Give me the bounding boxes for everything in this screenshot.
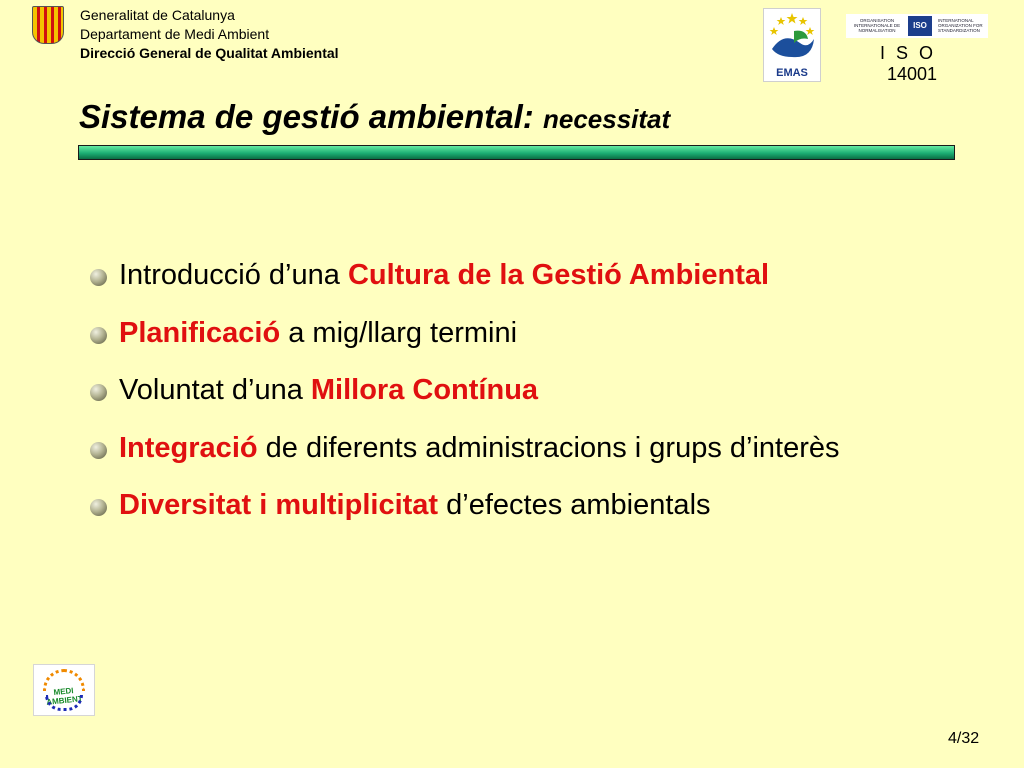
iso-letters: I S O (880, 43, 937, 63)
title-underline-bar (78, 145, 955, 160)
medi-ambient-logo (33, 664, 95, 716)
bullet-text (119, 484, 711, 526)
emas-label: EMAS (776, 67, 808, 79)
bullet-sphere-icon (90, 442, 107, 459)
slide-title (79, 98, 670, 136)
bullet-highlight-text: Diversitat i multiplicitat (119, 489, 439, 521)
bullet-sphere-icon (90, 327, 107, 344)
logo-dot-arc-icon (45, 695, 83, 711)
bullet-highlight-text: Planificació (119, 316, 281, 349)
org-line-directorate: Direcció General de Qualitat Ambiental (80, 45, 339, 61)
medi-ambient-logo-label: MEDI AMBIENT (45, 686, 84, 707)
page-number: 4/32 (948, 730, 980, 747)
org-line-generalitat: Generalitat de Catalunya (80, 7, 235, 23)
iso-french-name: ORGANISATION INTERNATIONALE DE NORMALISATION (853, 18, 901, 33)
bullet-sphere-icon (90, 384, 107, 401)
iso-mark: ISO (908, 16, 932, 36)
org-line-department: Departament de Medi Ambient (80, 26, 270, 42)
emas-stars-icon (764, 9, 820, 65)
bullet-highlight-text: Integració (119, 431, 258, 464)
bullet-text (119, 254, 769, 296)
bullet-sphere-icon (90, 499, 107, 516)
bullet-text (119, 312, 517, 354)
bullet-plain-text: de diferents administracions i grups d’interès (257, 431, 840, 464)
iso-standard-number: 14001 (887, 64, 938, 84)
bullet-text (119, 369, 538, 411)
bullet-plain-text: Voluntat d’una (119, 374, 311, 406)
catalonia-crest-icon (32, 6, 64, 44)
iso-english-name: INTERNATIONAL ORGANIZATION FOR STANDARDIZATION (938, 18, 983, 33)
bullet-plain-text: d’efectes ambientals (438, 489, 711, 521)
bullet-highlight-text: Millora Contínua (310, 374, 539, 406)
slide-title-main: Sistema de gestió ambiental: (79, 98, 534, 135)
emas-logo (763, 8, 821, 82)
bullet-plain-text: Introducció d’una (119, 259, 348, 291)
bullet-highlight-text: Cultura de la Gestió Ambiental (347, 259, 770, 291)
organization-header (80, 6, 339, 63)
bullet-sphere-icon (90, 269, 107, 286)
iso-organization-logo (846, 14, 988, 38)
bullet-plain-text: a mig/llarg termini (280, 316, 518, 349)
slide-title-sub: necessitat (542, 104, 671, 134)
bullet-text (119, 427, 840, 469)
